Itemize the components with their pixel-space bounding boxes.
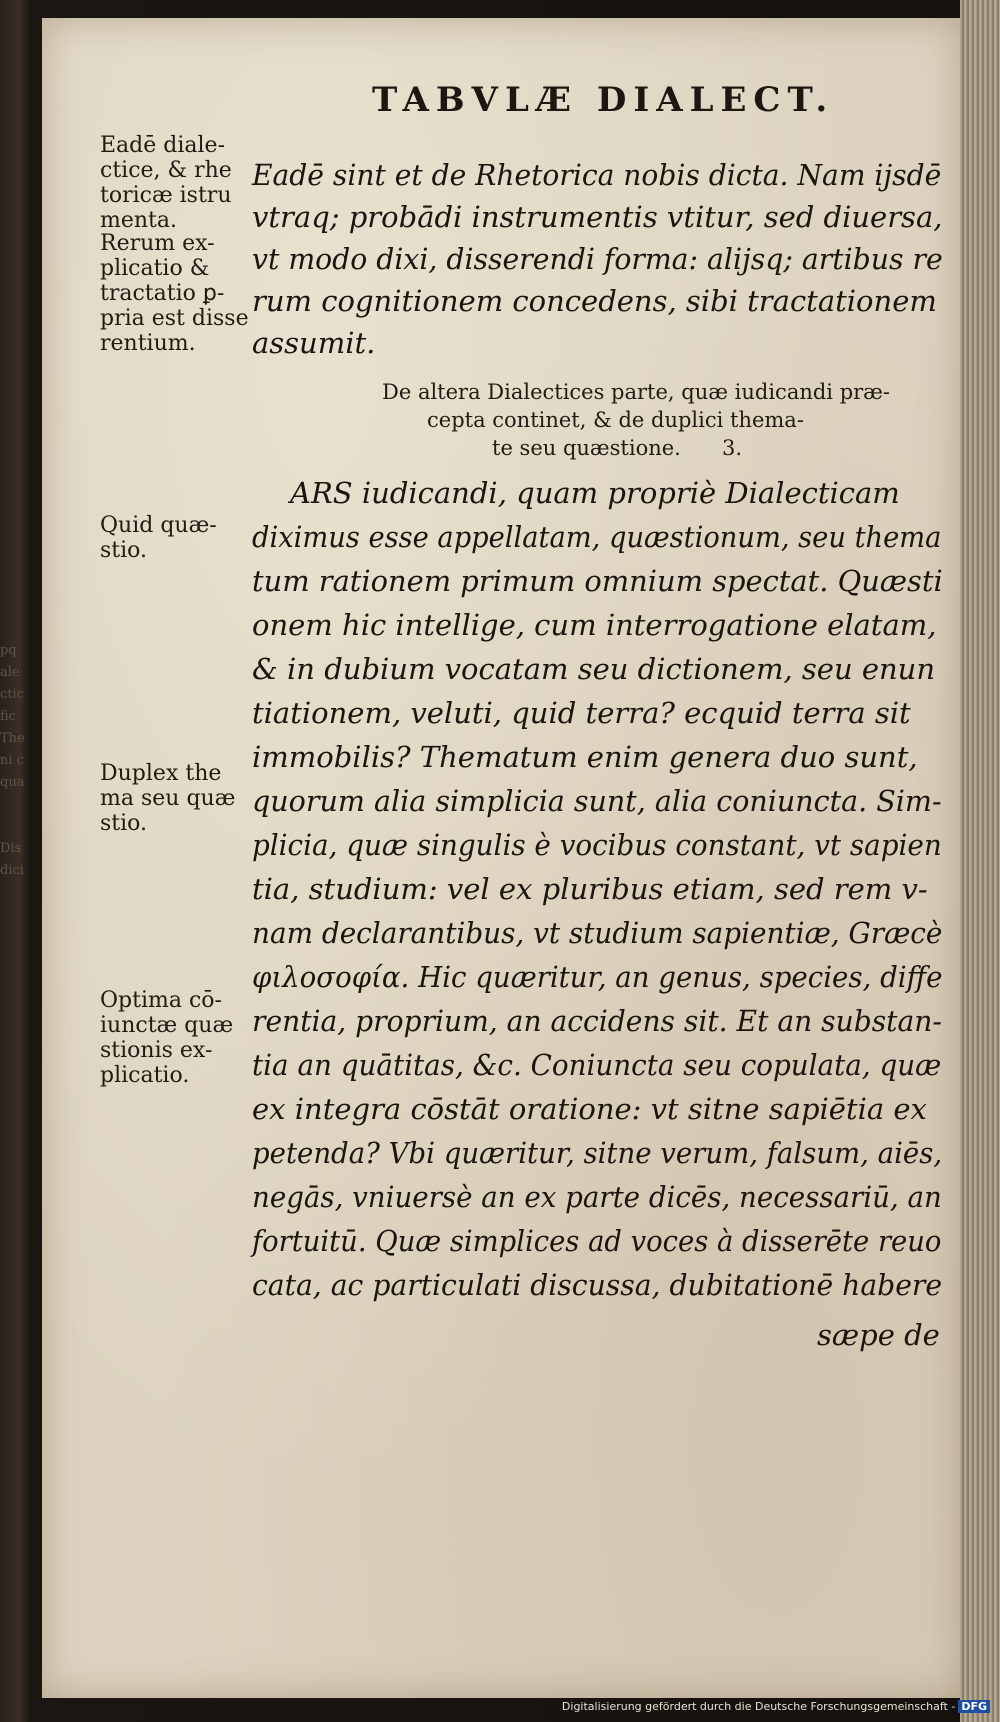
bleed-fragment: ni c xyxy=(0,753,24,768)
margin-note-line: Eadē diale- xyxy=(100,133,225,158)
bleed-fragment xyxy=(0,794,40,816)
book-page xyxy=(42,18,960,1698)
bleed-fragment: dici xyxy=(0,863,24,878)
text-line: plicia, quæ singulis è vocibus constant, vt sapien xyxy=(252,828,942,862)
bleed-fragment: The xyxy=(0,731,25,746)
page-edges xyxy=(960,0,1000,1722)
margin-note-line: plicatio & xyxy=(100,256,210,281)
bleed-fragment: ale xyxy=(0,665,20,680)
text-line: tum rationem primum omnium spectat. Quæsti xyxy=(252,564,943,598)
bleed-fragment xyxy=(0,816,40,838)
section-heading-line: De altera Dialectices parte, quæ iudicandi præ- xyxy=(382,380,891,404)
margin-note-line: ctice, & rhe xyxy=(100,158,232,183)
margin-note-line: menta. xyxy=(100,208,177,233)
section-heading-line: te seu quæstione. xyxy=(492,436,681,460)
section-number: 3. xyxy=(722,436,743,460)
text-line: petenda? Vbi quæritur, sitne verum, falsum, aiēs, xyxy=(252,1136,943,1170)
margin-note-line: toricæ istru xyxy=(100,183,232,208)
margin-note-line: tractatio ꝑ- xyxy=(100,281,225,306)
text-line: ARS iudicandi, quam propriè Dialecticam xyxy=(290,476,900,510)
text-line: Eadē sint et de Rhetorica nobis dicta. Nam ijsdē xyxy=(252,158,942,192)
text-line: vt modo dixi, disserendi forma: alijsq; artibus re xyxy=(252,242,943,276)
margin-note-line: Duplex the xyxy=(100,761,222,786)
digitization-footer xyxy=(562,1700,990,1713)
text-line: φιλοσοφία. Hic quæritur, an genus, species, diffe xyxy=(252,960,943,994)
section-heading-line: cepta continet, & de duplici thema- xyxy=(427,408,804,432)
text-line: tiationem, veluti, quid terra? ecquid terra sit xyxy=(252,696,911,730)
margin-note-line: pria est disse xyxy=(100,306,249,331)
margin-note xyxy=(100,761,250,836)
text-line: nam declarantibus, vt studium sapientiæ, Græcè xyxy=(252,916,943,950)
text-line: ex integra cōstāt oratione: vt sitne sapiētia ex xyxy=(252,1092,927,1126)
bleed-fragment: ctic xyxy=(0,687,24,702)
margin-note-line: Rerum ex- xyxy=(100,231,215,256)
text-line: cata, ac particulati discussa, dubitationē habere xyxy=(252,1268,943,1302)
text-line: onem hic intellige, cum interrogatione elatam, xyxy=(252,608,937,642)
margin-note-line: iunctæ quæ xyxy=(100,1013,234,1038)
text-line: tia, studium: vel ex pluribus etiam, sed rem v- xyxy=(252,872,928,906)
text-line: & in dubium vocatam seu dictionem, seu enun xyxy=(252,652,936,686)
text-line: tia an quātitas, &c. Coniuncta seu copulata, quæ xyxy=(252,1048,942,1082)
margin-note-line: stio. xyxy=(100,538,148,563)
text-line: immobilis? Thematum enim genera duo sunt, xyxy=(252,740,918,774)
catchword: sæpe de xyxy=(817,1318,940,1352)
text-line: assumit. xyxy=(252,326,376,360)
margin-note xyxy=(100,133,250,233)
margin-note-line: stio. xyxy=(100,811,148,836)
margin-note-line: plicatio. xyxy=(100,1063,190,1088)
text-line: rentia, proprium, an accidens sit. Et an substan- xyxy=(252,1004,942,1038)
bleed-fragment: fic xyxy=(0,709,16,724)
text-line: quorum alia simplicia sunt, alia coniuncta. Sim- xyxy=(252,784,942,818)
margin-note-line: ma seu quæ xyxy=(100,786,236,811)
bleed-fragment: qua xyxy=(0,775,25,790)
footer-text: Digitalisierung gefördert durch die Deutsche Forschungsgemeinschaft - xyxy=(561,1700,956,1713)
text-line: negās, vniuersè an ex parte dicēs, necessariū, an xyxy=(252,1180,942,1214)
margin-note-line: Optima cō- xyxy=(100,988,222,1013)
bleed-fragment: Dis xyxy=(0,841,22,856)
left-page-bleed xyxy=(0,640,40,1020)
text-line: diximus esse appellatam, quæstionum, seu thema xyxy=(252,520,942,554)
margin-note-line: stionis ex- xyxy=(100,1038,213,1063)
margin-note xyxy=(100,513,250,563)
running-head: TABVLÆ DIALECT. xyxy=(372,80,835,120)
margin-note xyxy=(100,231,250,356)
margin-note-line: rentium. xyxy=(100,331,196,356)
bleed-fragment: pq xyxy=(0,643,17,658)
margin-note-line: Quid quæ- xyxy=(100,513,217,538)
text-line: fortuitū. Quæ simplices ad voces à disserēte reuo xyxy=(252,1224,942,1258)
margin-note xyxy=(100,988,250,1088)
text-line: rum cognitionem concedens, sibi tractationem xyxy=(252,284,937,318)
text-line: vtraq; probādi instrumentis vtitur, sed diuersa, xyxy=(252,200,943,234)
dfg-logo: DFG xyxy=(958,1700,990,1713)
